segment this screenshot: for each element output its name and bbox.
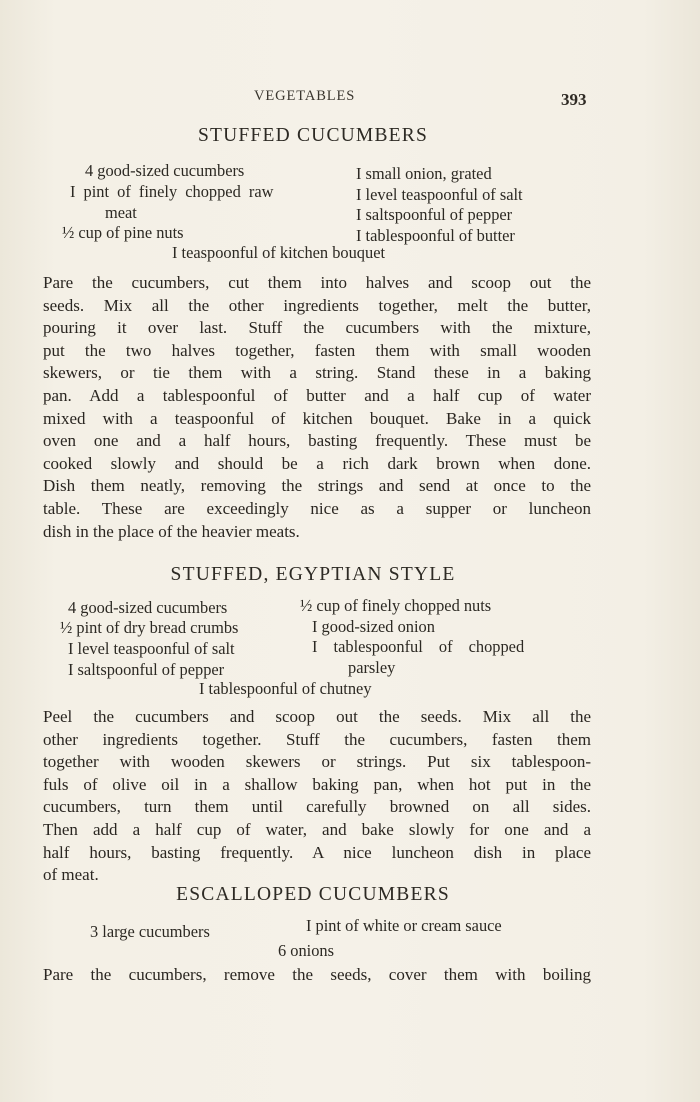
text-line: skewers, or tie them with a string. Stand these in a baking <box>43 363 591 383</box>
recipe-title-stuffed-cucumbers: STUFFED CUCUMBERS <box>197 125 429 146</box>
text-line: dish in the place of the heavier meats. <box>43 521 300 541</box>
text-line: half hours, basting frequently. A nice luncheon dish in place <box>43 842 591 862</box>
ingredient-item: ½ cup of finely chopped nuts <box>300 596 492 615</box>
text-line: Peel the cucumbers and scoop out the seeds. Mix all the <box>43 707 591 726</box>
ingredient-item: 3 large cucumbers <box>90 922 210 941</box>
text-line: fuls of olive oil in a shallow baking pan, when hot put in the <box>43 774 591 794</box>
text-line: cucumbers, turn them until carefully browned on all sides. <box>43 797 591 817</box>
text-line: put the two halves together, fasten them with small wooden <box>43 340 591 360</box>
ingredient-item: ½ cup of pine nuts <box>62 223 184 242</box>
text-line: oven one and a half hours, basting frequently. These must be <box>43 431 591 451</box>
ingredient-item: I level teaspoonful of salt <box>68 639 235 658</box>
text-line: other ingredients together. Stuff the cucumbers, fasten them <box>43 729 591 749</box>
ingredient-item: I good-sized onion <box>312 617 435 636</box>
text-line: seeds. Mix all the other ingredients together, melt the butter, <box>43 295 591 315</box>
recipe-title-egyptian-style: STUFFED, EGYPTIAN STYLE <box>170 564 456 585</box>
ingredient-item: I level teaspoonful of salt <box>356 185 523 204</box>
ingredient-item: 4 good-sized cucumbers <box>85 161 245 180</box>
text-line: pouring it over last. Stuff the cucumbers with the mixture, <box>43 318 591 338</box>
running-header <box>0 86 700 110</box>
text-line: table. These are exceedingly nice as a supper or luncheon <box>43 498 591 518</box>
text-line: of meat. <box>43 865 99 885</box>
ingredient-item: I small onion, grated <box>356 164 492 183</box>
ingredient-item: I tablespoonful of chopped <box>312 637 525 656</box>
text-line: together with wooden skewers or strings. Put six tablespoon- <box>43 752 591 772</box>
ingredient-item: I pint of white or cream sauce <box>306 916 502 935</box>
page-number: 393 <box>561 90 587 109</box>
ingredient-item: 6 onions <box>278 941 335 960</box>
ingredient-item: I saltspoonful of pepper <box>68 660 225 679</box>
running-title: VEGETABLES <box>254 88 356 104</box>
text-line: Pare the cucumbers, cut them into halves and scoop out the <box>43 273 591 292</box>
ingredient-item: I tablespoonful of butter <box>356 226 515 245</box>
text-line: Pare the cucumbers, remove the seeds, cover them with boiling <box>43 965 591 984</box>
ingredient-item: I tablespoonful of chutney <box>199 679 372 698</box>
ingredient-item: parsley <box>348 658 396 677</box>
ingredient-item: ½ pint of dry bread crumbs <box>60 618 239 637</box>
text-line: Dish them neatly, removing the strings and send at once to the <box>43 476 591 496</box>
recipe-title-escalloped-cucumbers: ESCALLOPED CUCUMBERS <box>176 884 450 905</box>
text-line: mixed with a teaspoonful of kitchen bouquet. Bake in a quick <box>43 408 591 428</box>
ingredient-item: I teaspoonful of kitchen bouquet <box>172 243 386 262</box>
ingredient-item: meat <box>105 203 137 222</box>
ingredient-item: 4 good-sized cucumbers <box>68 598 228 617</box>
text-line: pan. Add a tablespoonful of butter and a half cup of water <box>43 385 591 405</box>
text-line: cooked slowly and should be a rich dark brown when done. <box>43 453 591 473</box>
ingredient-item: I pint of finely chopped raw <box>70 182 274 201</box>
ingredient-item: I saltspoonful of pepper <box>356 205 513 224</box>
recipe-instructions <box>43 272 591 543</box>
recipe-instructions <box>43 964 591 987</box>
text-line: Then add a half cup of water, and bake slowly for one and a <box>43 819 591 839</box>
recipe-instructions <box>43 706 591 887</box>
